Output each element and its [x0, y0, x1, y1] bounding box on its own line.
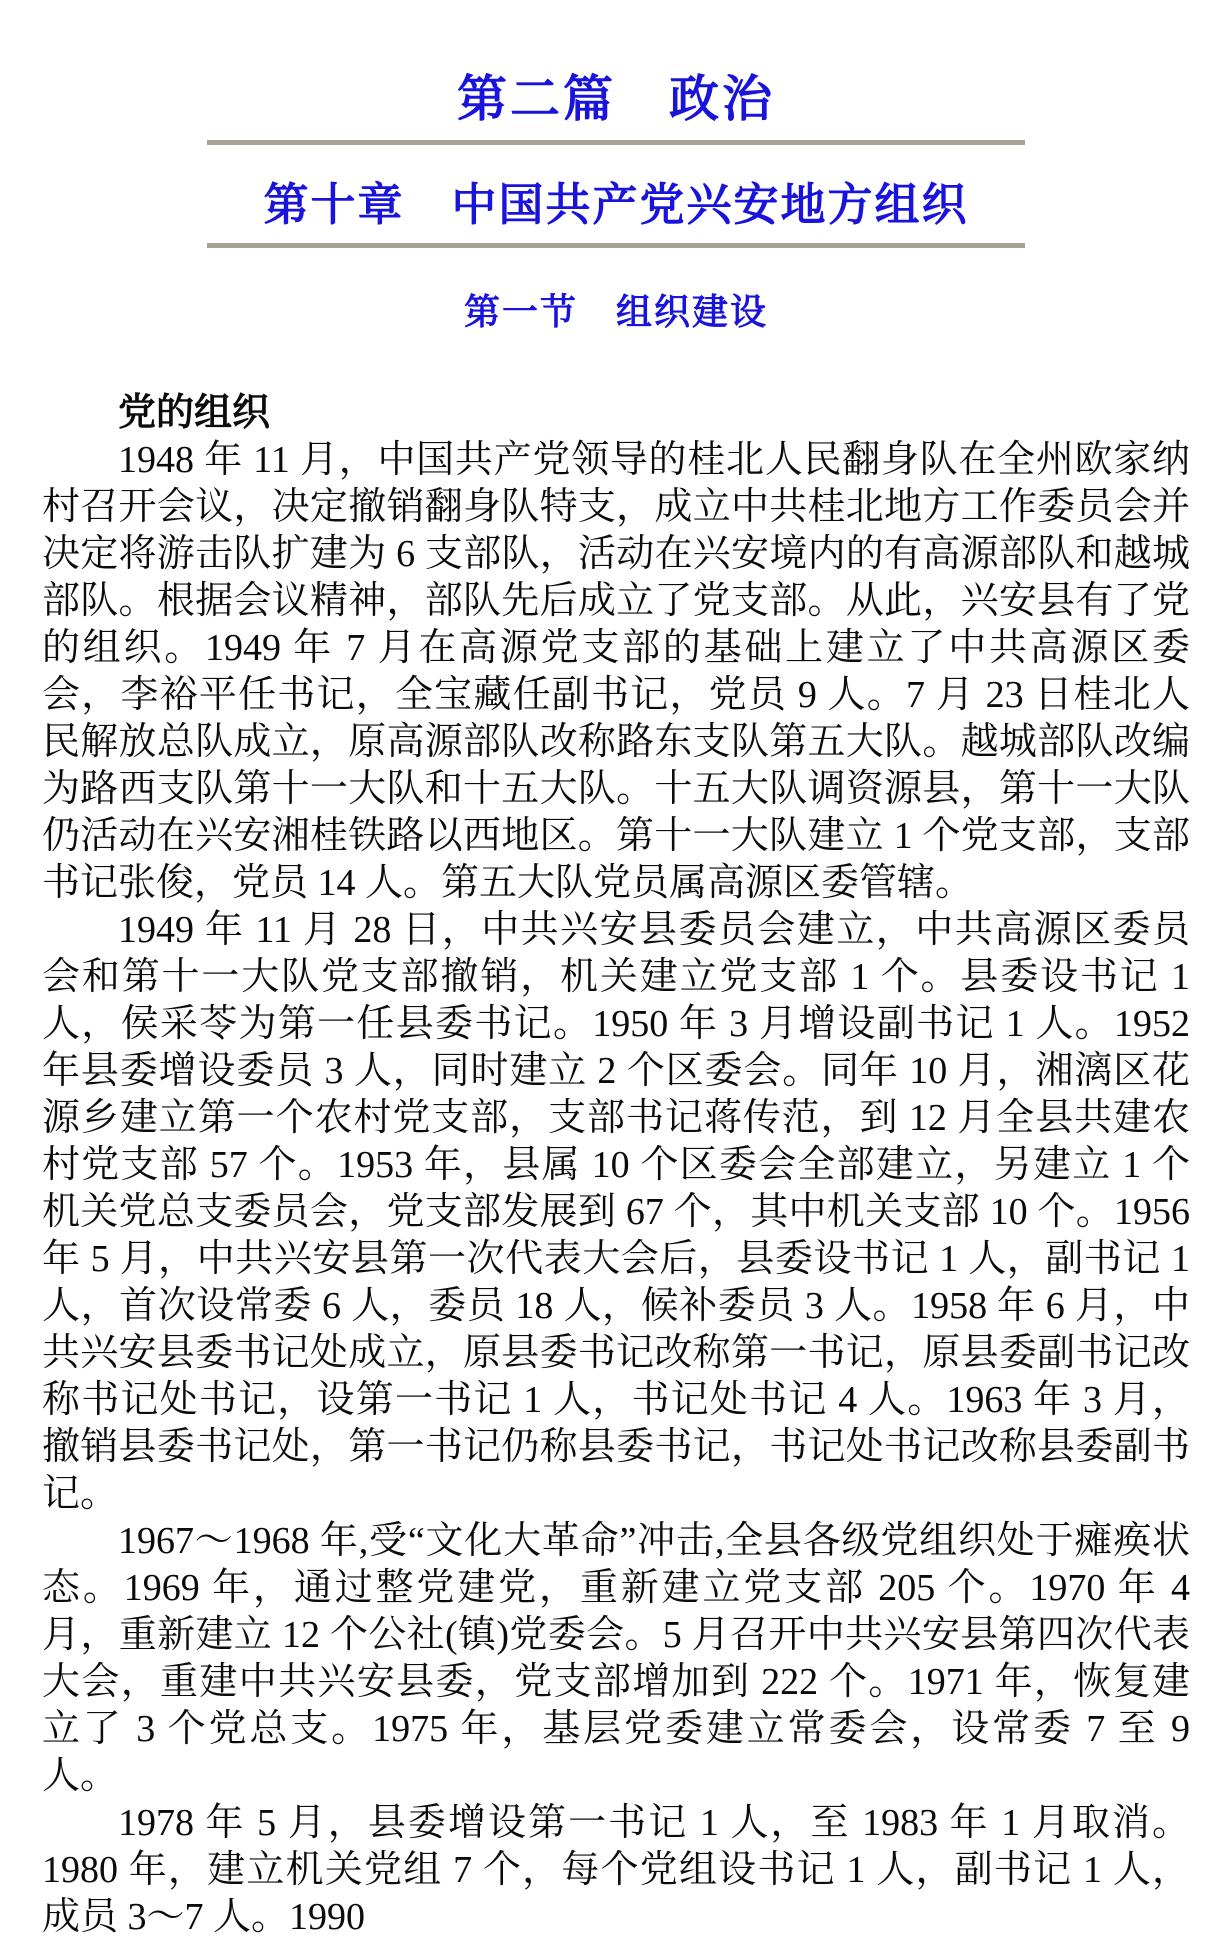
- body-paragraph: 1967～1968 年,受“文化大革命”冲击,全县各级党组织处于瘫痪状态。1969 年，通过整党建党，重新建立党支部 205 个。1970 年 4 月，重新建立 12 个公社(镇)党委会。5 月召开中共兴安县第四次代表大会，重建中共兴安县委，党支部增加到 222 个。1971 年，恢复建立了 3 个党总支。1975 年，基层党委建立常委会，设常委 7 至 9 人。: [42, 1520, 1190, 1797]
- part-title: 第二篇 政治: [457, 71, 775, 127]
- section-title: 第一节 组织建设: [463, 292, 768, 332]
- body-paragraph: 1949 年 11 月 28 日，中共兴安县委员会建立，中共高源区委员会和第十一大队党支部撤销，机关建立党支部 1 个。县委设书记 1 人，侯采苓为第一任县委书记。1950 年 3 月增设副书记 1 人。1952 年县委增设委员 3 人，同时建立 2 个区委会。同年 10 月，湘漓区花源乡建立第一个农村党支部，支部书记蒋传范，到 12 月全县共建农村党支部 57 个。1953 年，县属 10 个区委会全部建立，另建立 1 个机关党总支委员会，党支部发展到 67 个，其中机关支部 10 个。1956 年 5 月，中共兴安县第一次代表大会后，县委设书记 1 人，副书记 1 人，首次设常委 6 人，委员 18 人，候补委员 3 人。1958 年 6 月，中共兴安县委书记处成立，原县委书记改称第一书记，原县委副书记改称书记处书记，设第一书记 1 人，书记处书记 4 人。1963 年 3 月，撤销县委书记处，第一书记仍称县委书记，书记处书记改称县委副书记。: [42, 909, 1190, 1515]
- subheading: 党的组织: [118, 392, 271, 434]
- body-text-block: [42, 390, 1190, 1941]
- body-paragraph: 1978 年 5 月，县委增设第一书记 1 人，至 1983 年 1 月取消。1980 年，建立机关党组 7 个，每个党组设书记 1 人，副书记 1 人，成员 3～7 人。1990: [42, 1802, 1190, 1938]
- divider-rule-top: [207, 140, 1025, 145]
- chapter-title: 第十章 中国共产党兴安地方组织: [263, 180, 969, 230]
- divider-rule-bottom: [207, 243, 1025, 248]
- body-paragraph: 1948 年 11 月，中国共产党领导的桂北人民翻身队在全州欧家纳村召开会议，决定撤销翻身队特支，成立中共桂北地方工作委员会并决定将游击队扩建为 6 支部队，活动在兴安境内的有高源部队和越城部队。根据会议精神，部队先后成立了党支部。从此，兴安县有了党的组织。1949 年 7 月在高源党支部的基础上建立了中共高源区委会，李裕平任书记，全宝藏任副书记，党员 9 人。7 月 23 日桂北人民解放总队成立，原高源部队改称路东支队第五大队。越城部队改编为路西支队第十一大队和十五大队。十五大队调资源县，第十一大队仍活动在兴安湘桂铁路以西地区。第十一大队建立 1 个党支部，支部书记张俊，党员 14 人。第五大队党员属高源区委管辖。: [42, 439, 1190, 904]
